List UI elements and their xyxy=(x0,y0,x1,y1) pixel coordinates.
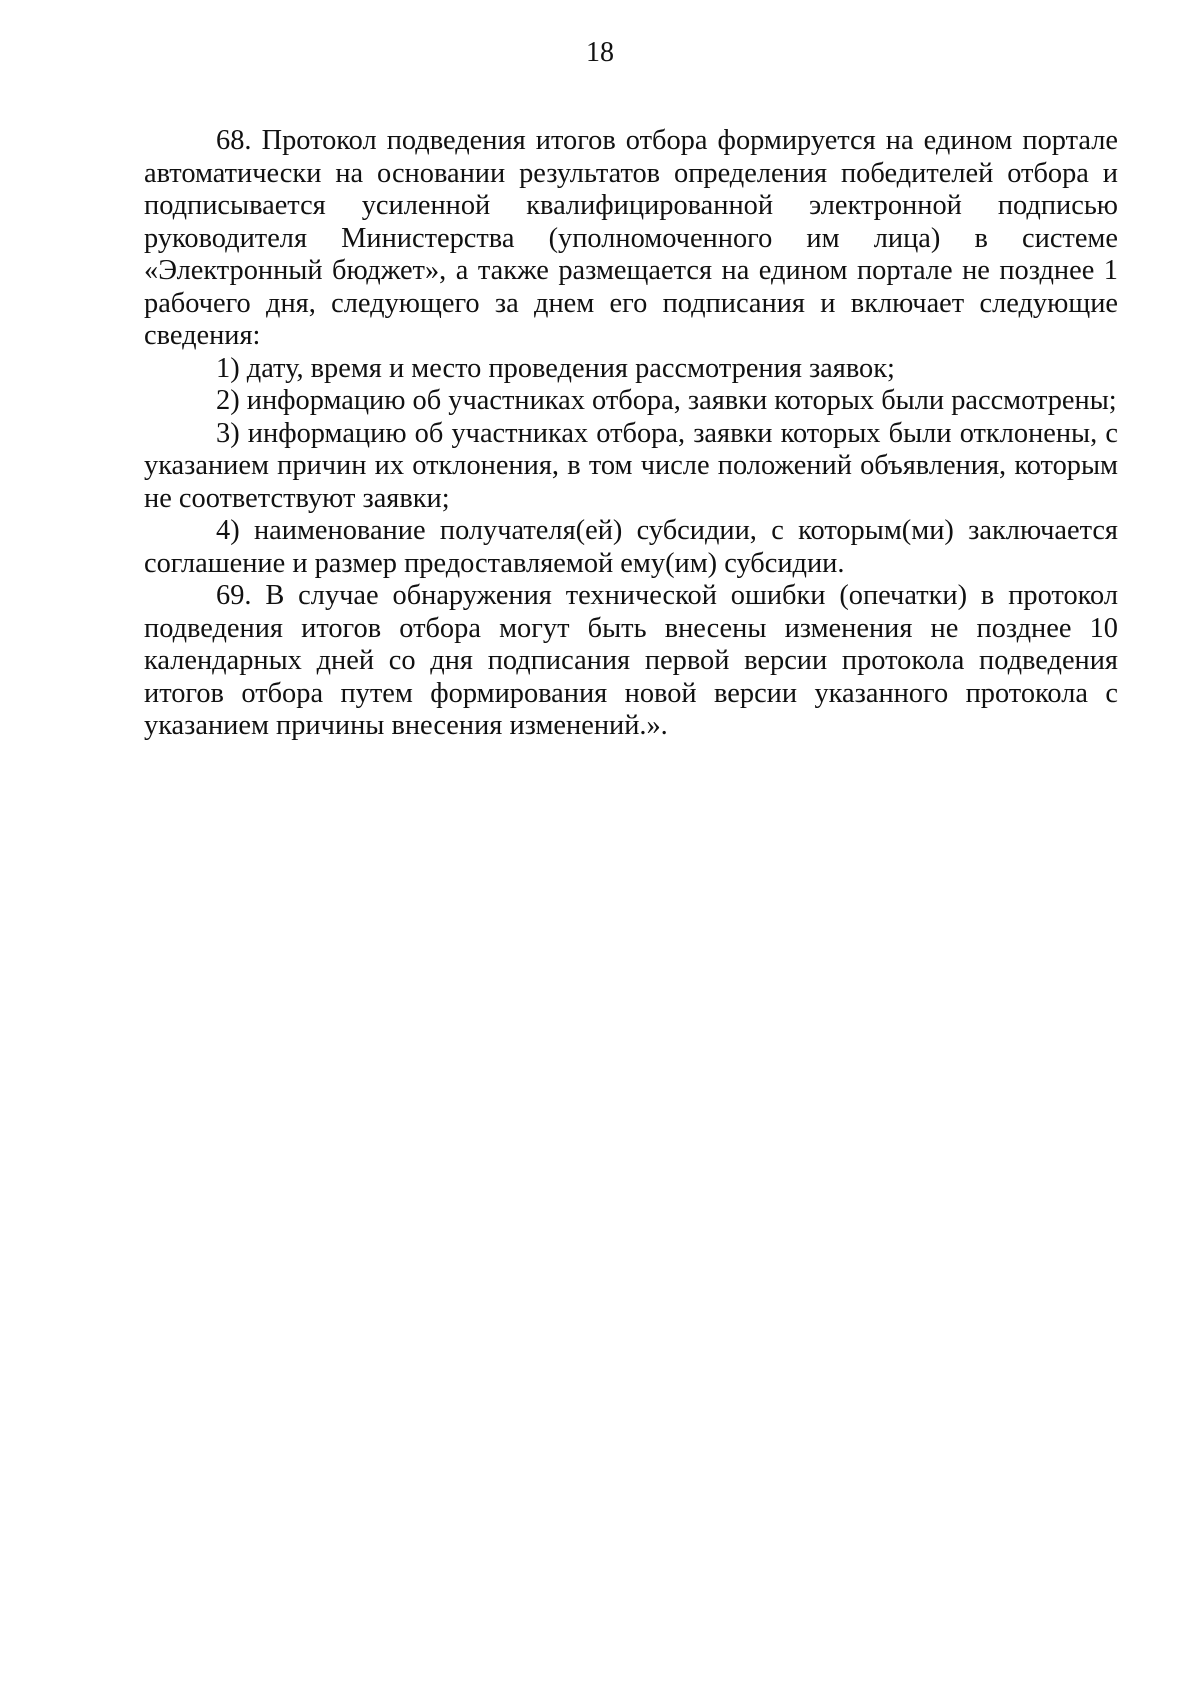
document-body xyxy=(144,125,1118,743)
list-item-1: 1) дату, время и место проведения рассмотрения заявок; xyxy=(216,352,895,384)
paragraph-68: 68. Протокол подведения итогов отбора формируется на едином портале автоматически на основании результатов определения победителей отбора и подписывается усиленной квалифицированной электронной подписью руководителя Министерства (уполномоченного им лица) в системе «Электронный бюджет», а также размещается на едином портале не позднее 1 рабочего дня, следующего за днем его подписания и включает следующие сведения: xyxy=(144,125,1118,351)
list-item-2: 2) информацию об участниках отбора, заявки которых были рассмотрены; xyxy=(216,385,1117,416)
page-number: 18 xyxy=(586,37,614,68)
paragraph-69: 69. В случае обнаружения технической ошибки (опечатки) в протокол подведения итогов отбора могут быть внесены изменения не позднее 10 календарных дней со дня подписания первой версии протокола подведения итогов отбора путем формирования новой версии указанного протокола с указанием причины внесения изменений.». xyxy=(144,580,1118,741)
list-item-3: 3) информацию об участниках отбора, заявки которых были отклонены, с указанием причин их отклонения, в том числе положений объявления, которым не соответствуют заявки; xyxy=(144,417,1118,514)
list-item-4: 4) наименование получателя(ей) субсидии, с которым(ми) заключается соглашение и размер предоставляемой ему(им) субсидии. xyxy=(144,515,1118,579)
